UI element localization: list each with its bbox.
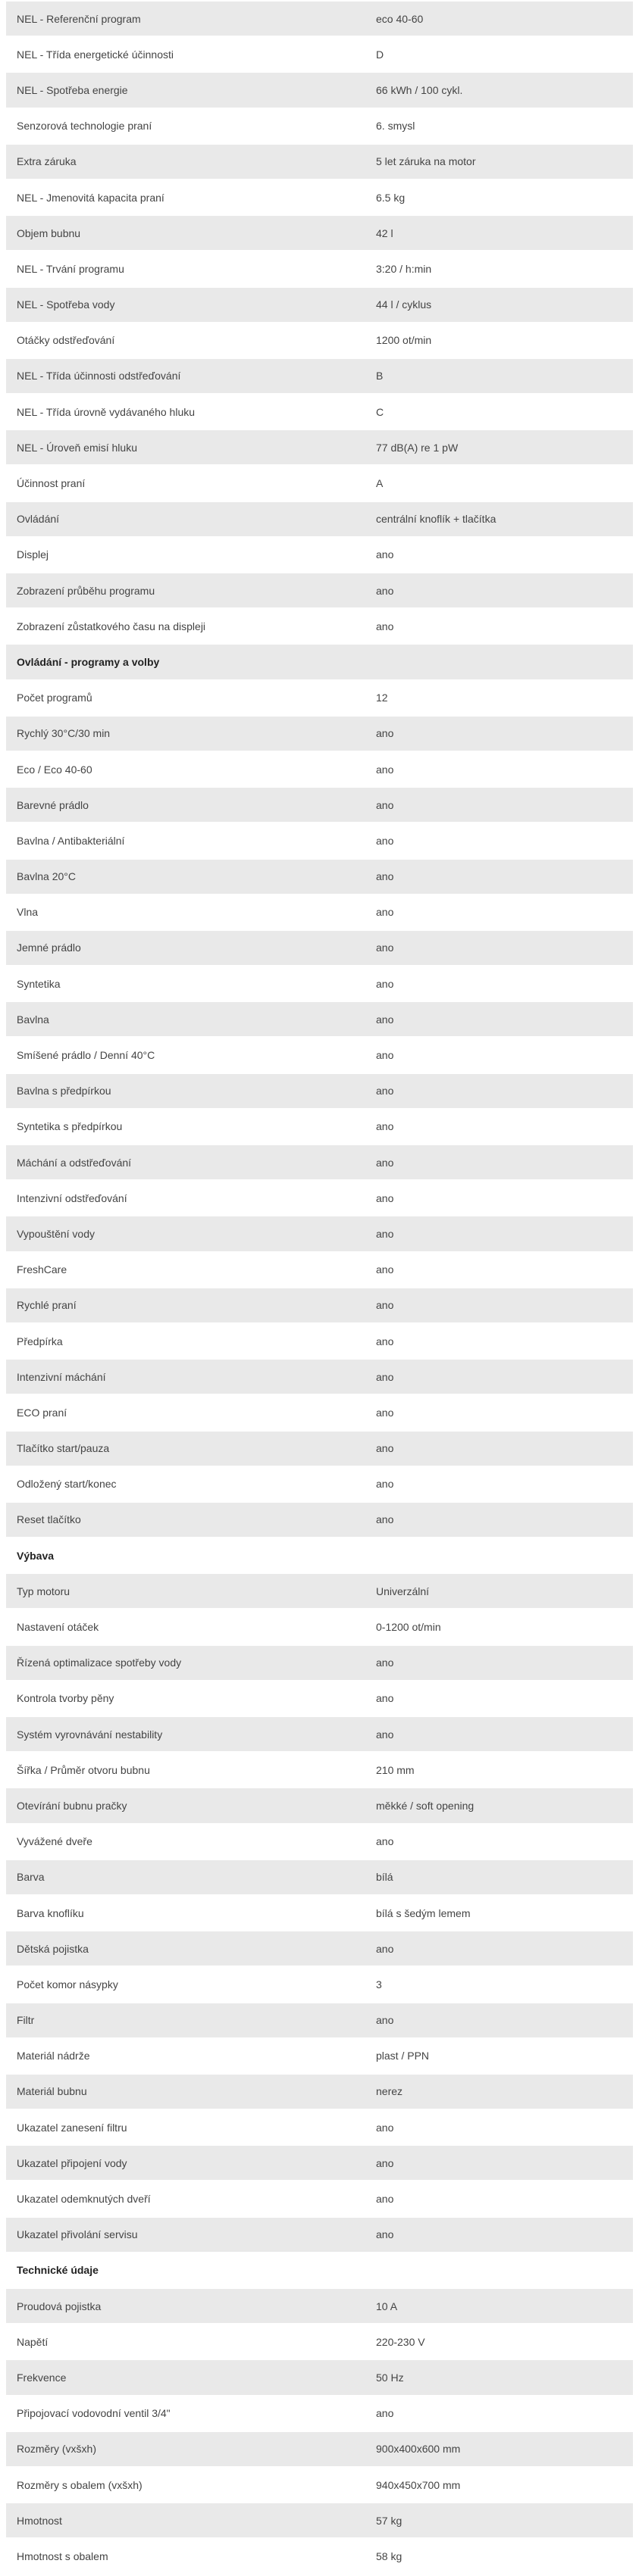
spec-row xyxy=(6,681,633,717)
spec-value: ano xyxy=(376,1263,394,1276)
spec-row xyxy=(6,573,633,609)
spec-row xyxy=(6,860,633,895)
spec-row xyxy=(6,395,633,430)
spec-row xyxy=(6,109,633,145)
spec-name: NEL - Úroveň emisí hluku xyxy=(17,441,137,454)
spec-row xyxy=(6,1360,633,1395)
spec-value: ano xyxy=(376,2014,394,2027)
spec-row xyxy=(6,2146,633,2181)
spec-value: ano xyxy=(376,941,394,954)
spec-row xyxy=(6,2075,633,2110)
spec-value: ano xyxy=(376,798,394,811)
spec-name: Předpírka xyxy=(17,1335,63,1347)
spec-row xyxy=(6,2325,633,2360)
spec-row xyxy=(6,2503,633,2539)
spec-row xyxy=(6,1931,633,1967)
spec-value: ano xyxy=(376,1728,394,1741)
spec-name: NEL - Třída energetické účinnosti xyxy=(17,48,174,61)
spec-name: Jemné prádlo xyxy=(17,941,81,954)
spec-name: NEL - Trvání programu xyxy=(17,262,124,275)
spec-row xyxy=(6,2181,633,2217)
spec-name: Displej xyxy=(17,548,49,561)
spec-value: 66 kWh / 100 cykl. xyxy=(376,83,463,96)
spec-row xyxy=(6,1717,633,1753)
spec-value: centrální knoflík + tlačítka xyxy=(376,513,496,526)
spec-row xyxy=(6,1610,633,1645)
spec-value: 50 Hz xyxy=(376,2371,404,2384)
spec-row xyxy=(6,1503,633,1538)
spec-row xyxy=(6,752,633,788)
spec-name: Filtr xyxy=(17,2014,35,2027)
section-heading: Ovládání - programy a volby xyxy=(17,655,160,668)
spec-name: Počet komor násypky xyxy=(17,1978,118,1991)
spec-row xyxy=(6,609,633,645)
spec-value: ano xyxy=(376,2228,394,2241)
spec-value: ano xyxy=(376,1049,394,1062)
spec-value: eco 40-60 xyxy=(376,12,424,25)
spec-value: 210 mm xyxy=(376,1763,415,1776)
spec-name: Barva xyxy=(17,1871,45,1884)
spec-name: Máchání a odstřeďování xyxy=(17,1156,132,1169)
spec-name: Bavlna xyxy=(17,1013,49,1026)
spec-value: ano xyxy=(376,2121,394,2134)
spec-value: 42 l xyxy=(376,226,393,239)
spec-name: FreshCare xyxy=(17,1263,67,1276)
spec-row xyxy=(6,359,633,395)
spec-name: Syntetika s předpírkou xyxy=(17,1120,123,1133)
spec-row xyxy=(6,2539,633,2574)
spec-value: plast / PPN xyxy=(376,2050,430,2062)
spec-row xyxy=(6,966,633,1002)
spec-value: 12 xyxy=(376,692,388,704)
spec-value: ano xyxy=(376,727,394,740)
spec-name: Ukazatel připojení vody xyxy=(17,2156,127,2169)
spec-value: ano xyxy=(376,977,394,990)
spec-name: Odložený start/konec xyxy=(17,1478,117,1491)
spec-value: ano xyxy=(376,1692,394,1705)
spec-value: měkké / soft opening xyxy=(376,1799,475,1812)
spec-value: ano xyxy=(376,763,394,776)
spec-name: Tlačítko start/pauza xyxy=(17,1442,110,1455)
spec-name: Dětská pojistka xyxy=(17,1942,89,1955)
spec-value: D xyxy=(376,48,384,61)
spec-row xyxy=(6,466,633,501)
spec-name: Rychlé praní xyxy=(17,1299,77,1312)
spec-value: 0-1200 ot/min xyxy=(376,1621,441,1634)
spec-row xyxy=(6,823,633,859)
spec-name: Kontrola tvorby pěny xyxy=(17,1692,114,1705)
spec-name: Vyvážené dveře xyxy=(17,1835,92,1848)
spec-row xyxy=(6,2003,633,2039)
spec-row xyxy=(6,1216,633,1252)
spec-row xyxy=(6,180,633,216)
spec-value: B xyxy=(376,370,384,382)
spec-row xyxy=(6,73,633,108)
spec-value: ano xyxy=(376,1191,394,1204)
spec-row xyxy=(6,1145,633,1181)
section-heading: Technické údaje xyxy=(17,2264,99,2277)
spec-name: NEL - Třída účinnosti odstřeďování xyxy=(17,370,181,382)
spec-name: Proudová pojistka xyxy=(17,2300,102,2312)
spec-name: Hmotnost s obalem xyxy=(17,2549,108,2562)
spec-name: NEL - Třída úrovně vydávaného hluku xyxy=(17,405,196,418)
spec-value: Univerzální xyxy=(376,1585,430,1597)
spec-value: ano xyxy=(376,1942,394,1955)
spec-value: ano xyxy=(376,620,394,632)
spec-row xyxy=(6,1753,633,1788)
spec-value: 6.5 kg xyxy=(376,191,406,204)
spec-name: NEL - Spotřeba energie xyxy=(17,83,128,96)
spec-name: Objem bubnu xyxy=(17,226,81,239)
spec-name: Řízená optimalizace spotřeby vody xyxy=(17,1656,182,1669)
spec-row xyxy=(6,1432,633,1467)
spec-name: Smíšené prádlo / Denní 40°C xyxy=(17,1049,155,1062)
spec-name: Otevírání bubnu pračky xyxy=(17,1799,127,1812)
spec-name: Rozměry (vxšxh) xyxy=(17,2443,97,2456)
spec-name: NEL - Spotřeba vody xyxy=(17,298,115,311)
spec-value: ano xyxy=(376,1513,394,1526)
spec-value: nerez xyxy=(376,2085,403,2098)
spec-name: Extra záruka xyxy=(17,155,77,168)
spec-row xyxy=(6,2110,633,2146)
spec-value: ano xyxy=(376,1120,394,1133)
spec-name: Počet programů xyxy=(17,692,92,704)
spec-name: Frekvence xyxy=(17,2371,67,2384)
spec-value: 900x400x600 mm xyxy=(376,2443,461,2456)
spec-name: Šířka / Průměr otvoru bubnu xyxy=(17,1763,150,1776)
spec-value: 77 dB(A) re 1 pW xyxy=(376,441,459,454)
spec-value: 3:20 / h:min xyxy=(376,262,432,275)
spec-row xyxy=(6,1110,633,1145)
spec-row xyxy=(6,502,633,538)
spec-row xyxy=(6,1681,633,1717)
spec-value: 1200 ot/min xyxy=(376,334,432,347)
section-heading-row xyxy=(6,2253,633,2289)
spec-row xyxy=(6,145,633,180)
spec-row xyxy=(6,2360,633,2396)
spec-value: ano xyxy=(376,1156,394,1169)
spec-value: ano xyxy=(376,1442,394,1455)
spec-name: Vlna xyxy=(17,906,39,919)
spec-row xyxy=(6,430,633,466)
spec-value: ano xyxy=(376,1335,394,1347)
spec-value: bílá xyxy=(376,1871,393,1884)
spec-name: Nastavení otáček xyxy=(17,1621,99,1634)
spec-name: Typ motoru xyxy=(17,1585,70,1597)
spec-name: Barva knoflíku xyxy=(17,1906,84,1919)
spec-value: 58 kg xyxy=(376,2549,403,2562)
spec-name: Bavlna s předpírkou xyxy=(17,1085,111,1098)
spec-name: Napětí xyxy=(17,2335,49,2348)
spec-row xyxy=(6,2396,633,2432)
spec-value: ano xyxy=(376,834,394,847)
spec-name: Ukazatel zanesení filtru xyxy=(17,2121,127,2134)
spec-name: Bavlna 20°C xyxy=(17,870,76,883)
spec-value: ano xyxy=(376,548,394,561)
spec-name: Materiál nádrže xyxy=(17,2050,90,2062)
spec-row xyxy=(6,1825,633,1860)
spec-row xyxy=(6,2,633,37)
spec-name: Intenzivní odstřeďování xyxy=(17,1191,127,1204)
section-heading: Výbava xyxy=(17,1549,55,1562)
spec-value: ano xyxy=(376,2193,394,2206)
spec-value: 10 A xyxy=(376,2300,398,2312)
spec-value: 3 xyxy=(376,1978,382,1991)
spec-value: ano xyxy=(376,1013,394,1026)
spec-name: Hmotnost xyxy=(17,2514,62,2527)
spec-row xyxy=(6,2039,633,2075)
spec-name: Účinnost praní xyxy=(17,477,86,490)
spec-row xyxy=(6,1324,633,1360)
spec-row xyxy=(6,1253,633,1288)
spec-row xyxy=(6,323,633,359)
spec-value: 6. smysl xyxy=(376,120,415,133)
spec-value: ano xyxy=(376,1478,394,1491)
spec-name: Reset tlačítko xyxy=(17,1513,81,1526)
spec-value: ano xyxy=(376,906,394,919)
spec-value: ano xyxy=(376,1227,394,1240)
spec-row xyxy=(6,1288,633,1324)
spec-name: Systém vyrovnávání nestability xyxy=(17,1728,163,1741)
spec-row xyxy=(6,2289,633,2325)
spec-name: Ukazatel odemknutých dveří xyxy=(17,2193,151,2206)
spec-row xyxy=(6,895,633,931)
spec-row xyxy=(6,931,633,966)
spec-value: ano xyxy=(376,2407,394,2420)
spec-row xyxy=(6,717,633,752)
spec-value: ano xyxy=(376,584,394,597)
spec-row xyxy=(6,1574,633,1610)
spec-row xyxy=(6,788,633,823)
spec-name: Eco / Eco 40-60 xyxy=(17,763,92,776)
spec-value: C xyxy=(376,405,384,418)
spec-value: 5 let záruka na motor xyxy=(376,155,476,168)
spec-row xyxy=(6,216,633,251)
spec-value: ano xyxy=(376,1656,394,1669)
spec-row xyxy=(6,538,633,573)
spec-name: Barevné prádlo xyxy=(17,798,89,811)
spec-row xyxy=(6,1896,633,1931)
spec-name: Senzorová technologie praní xyxy=(17,120,152,133)
spec-value: ano xyxy=(376,2156,394,2169)
spec-row xyxy=(6,1788,633,1824)
spec-value: 940x450x700 mm xyxy=(376,2478,461,2491)
spec-name: Otáčky odstřeďování xyxy=(17,334,115,347)
spec-value: ano xyxy=(376,1406,394,1419)
spec-value: bílá s šedým lemem xyxy=(376,1906,471,1919)
spec-value: ano xyxy=(376,1370,394,1383)
spec-row xyxy=(6,1967,633,2003)
spec-row xyxy=(6,1038,633,1073)
spec-value: A xyxy=(376,477,384,490)
spec-row xyxy=(6,1181,633,1216)
spec-name: Vypouštění vody xyxy=(17,1227,95,1240)
spec-value: 57 kg xyxy=(376,2514,403,2527)
spec-row xyxy=(6,1860,633,1896)
spec-name: Materiál bubnu xyxy=(17,2085,87,2098)
spec-value: ano xyxy=(376,1835,394,1848)
spec-name: Rychlý 30°C/30 min xyxy=(17,727,111,740)
spec-name: Zobrazení zůstatkového času na displeji xyxy=(17,620,206,632)
specification-table xyxy=(6,0,633,2575)
spec-name: NEL - Referenční program xyxy=(17,12,141,25)
spec-row xyxy=(6,1074,633,1110)
spec-row xyxy=(6,37,633,73)
spec-name: Ukazatel přivolání servisu xyxy=(17,2228,138,2241)
spec-name: Rozměry s obalem (vxšxh) xyxy=(17,2478,143,2491)
spec-row xyxy=(6,2218,633,2253)
spec-row xyxy=(6,1395,633,1431)
spec-name: ECO praní xyxy=(17,1406,67,1419)
spec-row xyxy=(6,1646,633,1681)
spec-row xyxy=(6,2468,633,2503)
section-heading-row xyxy=(6,1538,633,1574)
spec-row xyxy=(6,1002,633,1038)
spec-value: ano xyxy=(376,1299,394,1312)
spec-name: Intenzivní máchání xyxy=(17,1370,106,1383)
section-heading-row xyxy=(6,645,633,680)
spec-row xyxy=(6,251,633,287)
spec-row xyxy=(6,1467,633,1503)
spec-name: Zobrazení průběhu programu xyxy=(17,584,155,597)
spec-value: 44 l / cyklus xyxy=(376,298,432,311)
spec-row xyxy=(6,288,633,323)
spec-row xyxy=(6,2432,633,2468)
spec-name: Bavlna / Antibakteriální xyxy=(17,834,125,847)
spec-name: Syntetika xyxy=(17,977,61,990)
spec-name: Ovládání xyxy=(17,513,60,526)
spec-value: 220-230 V xyxy=(376,2335,425,2348)
spec-value: ano xyxy=(376,1085,394,1098)
spec-value: ano xyxy=(376,870,394,883)
spec-name: NEL - Jmenovitá kapacita praní xyxy=(17,191,164,204)
spec-name: Připojovací vodovodní ventil 3/4" xyxy=(17,2407,171,2420)
